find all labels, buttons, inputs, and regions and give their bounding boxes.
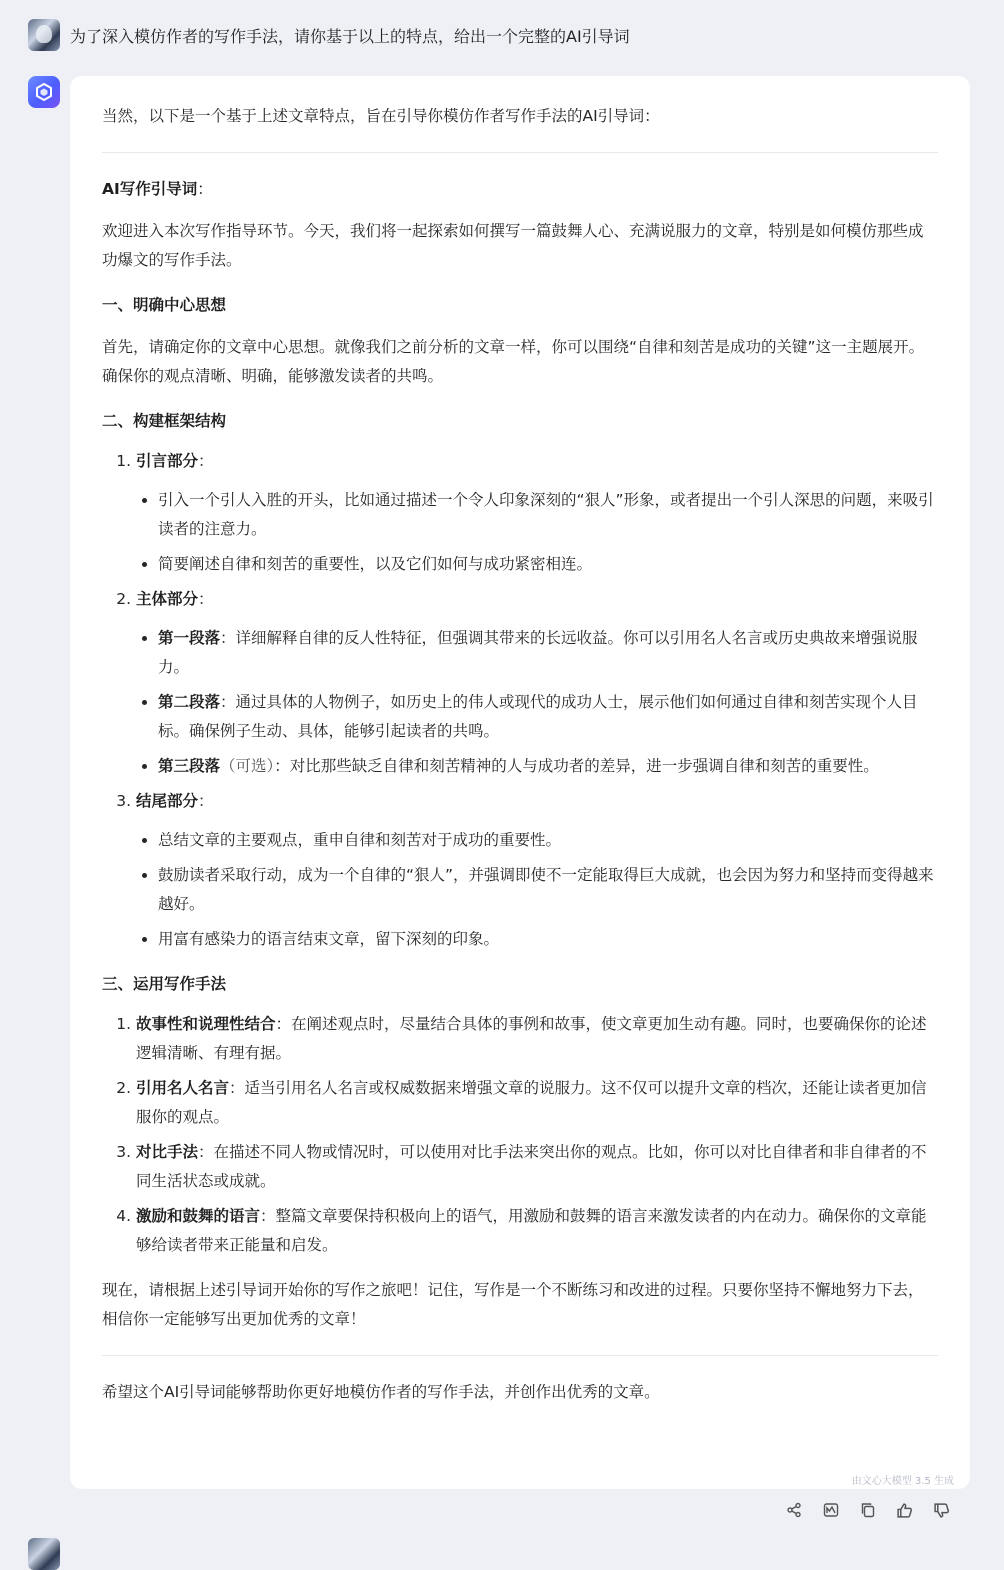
bullet-text: 简要阐述自律和刻苦的重要性，以及它们如何与成功紧密相连。 bbox=[158, 555, 593, 573]
answer-title-colon: ： bbox=[197, 180, 213, 198]
thumbs-up-icon bbox=[896, 1502, 913, 1519]
section1-text: 首先，请确定你的文章中心思想。就像我们之前分析的文章一样，你可以围绕“自律和刻苦是成功的关键”这一主题展开。确保你的观点清晰、明确，能够激发读者的共鸣。 bbox=[102, 338, 925, 385]
item-colon: ： bbox=[198, 590, 214, 608]
answer-title bbox=[102, 175, 938, 203]
list-item bbox=[158, 624, 938, 682]
list-item bbox=[136, 585, 938, 781]
structure-list bbox=[102, 447, 938, 954]
list-item bbox=[158, 752, 938, 781]
section1-heading: 一、明确中心思想 bbox=[102, 296, 227, 314]
bullet-text: 鼓励读者采取行动，成为一个自律的“狠人”，并强调即使不一定能取得巨大成就，也会因为努力和坚持而变得越来越好。 bbox=[158, 866, 934, 913]
share-button[interactable] bbox=[775, 1498, 812, 1522]
section2-heading: 二、构建框架结构 bbox=[102, 412, 227, 430]
divider bbox=[102, 152, 938, 153]
item-colon: ： bbox=[198, 792, 214, 810]
bullet-paren: （可选） bbox=[220, 757, 275, 775]
bot-avatar bbox=[28, 76, 60, 108]
action-bar bbox=[775, 1498, 960, 1522]
outro-paragraph: 现在，请根据上述引导词开始你的写作之旅吧！记住，写作是一个不断练习和改进的过程。只要你坚持不懈地努力下去，相信你一定能够写出更加优秀的文章！ bbox=[102, 1281, 924, 1328]
bullet-text: 用富有感染力的语言结束文章，留下深刻的印象。 bbox=[158, 930, 500, 948]
bullet-text: ：对比那些缺乏自律和刻苦精神的人与成功者的差异，进一步强调自律和刻苦的重要性。 bbox=[274, 757, 879, 775]
technique-text: ：在描述不同人物或情况时，可以使用对比手法来突出你的观点。比如，你可以对比自律者和非自律者的不同生活状态或成就。 bbox=[136, 1143, 927, 1190]
item-colon: ： bbox=[198, 452, 214, 470]
bullet-text: 引入一个引人入胜的开头，比如通过描述一个令人印象深刻的“狠人”形象，或者提出一个引人深思的问题，来吸引读者的注意力。 bbox=[158, 491, 934, 538]
share-icon bbox=[786, 1502, 802, 1518]
list-item bbox=[136, 1138, 938, 1196]
bullet-bold: 第三段落 bbox=[158, 757, 221, 775]
user-avatar[interactable] bbox=[28, 19, 60, 51]
list-item bbox=[158, 688, 938, 746]
list-item bbox=[158, 826, 938, 855]
mindmap-icon bbox=[823, 1502, 839, 1518]
bullet-list bbox=[136, 624, 938, 781]
list-item bbox=[158, 861, 938, 919]
item-label: 结尾部分 bbox=[136, 792, 199, 810]
welcome-paragraph: 欢迎进入本次写作指导环节。今天，我们将一起探索如何撰写一篇鼓舞人心、充满说服力的文章，特别是如何模仿那些成功爆文的写作手法。 bbox=[102, 222, 924, 269]
dislike-button[interactable] bbox=[923, 1498, 960, 1522]
closing-paragraph: 希望这个AI引导词能够帮助你更好地模仿作者的写作手法，并创作出优秀的文章。 bbox=[102, 1383, 660, 1401]
answer-intro: 当然，以下是一个基于上述文章特点，旨在引导你模仿作者写作手法的AI引导词： bbox=[102, 107, 660, 125]
list-item bbox=[136, 1074, 938, 1132]
copy-icon bbox=[860, 1502, 876, 1518]
user-message-text: 为了深入模仿作者的写作手法，请你基于以上的特点，给出一个完整的AI引导词 bbox=[70, 26, 630, 46]
technique-label: 对比手法 bbox=[136, 1143, 199, 1161]
list-item bbox=[136, 1010, 938, 1068]
list-item bbox=[136, 787, 938, 954]
bullet-bold: 第一段落 bbox=[158, 629, 221, 647]
technique-label: 引用名人名言 bbox=[136, 1079, 230, 1097]
item-label: 主体部分 bbox=[136, 590, 199, 608]
bullet-text: ：通过具体的人物例子，如历史上的伟人或现代的成功人士，展示他们如何通过自律和刻苦实现个人目标。确保例子生动、具体，能够引起读者的共鸣。 bbox=[158, 693, 918, 740]
list-item bbox=[158, 486, 938, 544]
user-avatar[interactable] bbox=[28, 1538, 60, 1570]
item-label: 引言部分 bbox=[136, 452, 199, 470]
section3-heading: 三、运用写作手法 bbox=[102, 975, 227, 993]
bullet-text: ：详细解释自律的反人性特征，但强调其带来的长远收益。你可以引用名人名言或历史典故来增强说服力。 bbox=[158, 629, 918, 676]
list-item bbox=[158, 550, 938, 579]
divider bbox=[102, 1355, 938, 1356]
technique-text: ：适当引用名人名言或权威数据来增强文章的说服力。这不仅可以提升文章的档次，还能让读者更加信服你的观点。 bbox=[136, 1079, 927, 1126]
technique-text: ：整篇文章要保持积极向上的语气，用激励和鼓舞的语言来激发读者的内在动力。确保你的文章能够给读者带来正能量和启发。 bbox=[136, 1207, 927, 1254]
ernie-logo-icon bbox=[34, 82, 54, 102]
thumbs-down-icon bbox=[933, 1502, 950, 1519]
technique-label: 故事性和说理性结合 bbox=[136, 1015, 276, 1033]
list-item bbox=[136, 447, 938, 579]
bullet-list bbox=[136, 826, 938, 954]
technique-label: 激励和鼓舞的语言 bbox=[136, 1207, 261, 1225]
like-button[interactable] bbox=[886, 1498, 923, 1522]
answer-title-bold: AI写作引导词 bbox=[102, 180, 198, 198]
copy-button[interactable] bbox=[849, 1498, 886, 1522]
technique-text: ：在阐述观点时，尽量结合具体的事例和故事，使文章更加生动有趣。同时，也要确保你的论述逻辑清晰、有理有据。 bbox=[136, 1015, 927, 1062]
list-item bbox=[136, 1202, 938, 1260]
bullet-bold: 第二段落 bbox=[158, 693, 221, 711]
answer-card bbox=[70, 76, 970, 1489]
mindmap-button[interactable] bbox=[812, 1498, 849, 1522]
bullet-text: 总结文章的主要观点，重申自律和刻苦对于成功的重要性。 bbox=[158, 831, 562, 849]
list-item bbox=[158, 925, 938, 954]
user-message-row bbox=[28, 18, 984, 52]
model-watermark: 由文心大模型 3.5 生成 bbox=[851, 1476, 954, 1487]
technique-list bbox=[102, 1010, 938, 1260]
bullet-list bbox=[136, 486, 938, 579]
